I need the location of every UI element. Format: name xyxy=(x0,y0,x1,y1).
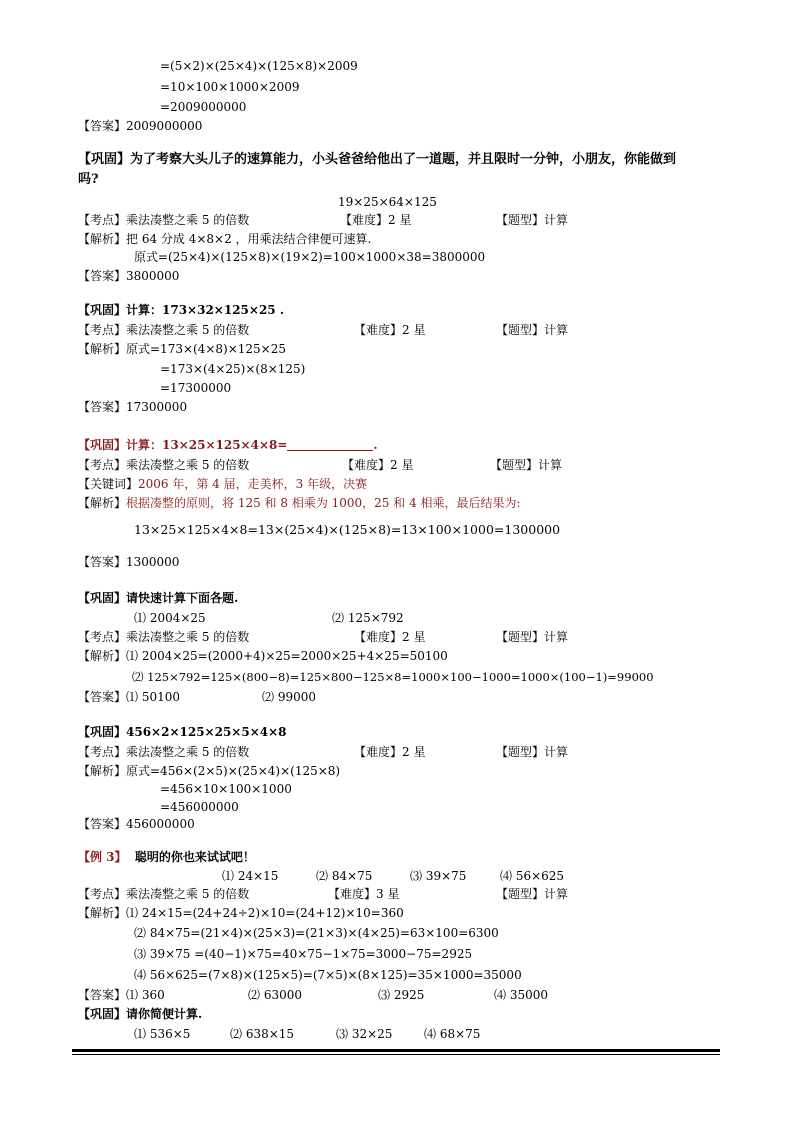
knowledge-point: 【考点】乘法凑整之乘 5 的倍数 xyxy=(78,458,250,472)
knowledge-point: 【考点】乘法凑整之乘 5 的倍数 xyxy=(78,745,250,759)
question-type: 【题型】计算 xyxy=(496,887,569,901)
keywords-text: 2006 年，第 4 届，走美杯，3 年级，决赛 xyxy=(138,477,368,491)
problem-item: ⑴ 24×15 xyxy=(222,869,279,883)
explanation-text: 根据凑整的原则，将 125 和 8 相乘为 1000，25 和 4 相乘，最后结果为: xyxy=(126,496,521,510)
difficulty: 【难度】2 星 xyxy=(340,213,412,227)
question-expression: 19×25×64×125 xyxy=(338,195,437,209)
difficulty: 【难度】2 星 xyxy=(354,323,426,337)
answer-tag: 【答案】 xyxy=(78,119,127,133)
problem-item: ⑵ 125×792 xyxy=(332,611,404,625)
question-line: 【巩固】请快速计算下面各题. xyxy=(78,591,239,605)
answer-value: 2009000000 xyxy=(126,119,203,133)
keywords-tag: 【关键词】 xyxy=(78,477,139,491)
question-line xyxy=(78,152,676,168)
answer-blank xyxy=(287,438,373,451)
difficulty: 【难度】2 星 xyxy=(354,745,426,759)
explanation-line: =173×(4×25)×(8×125) xyxy=(160,362,306,376)
explanation-line: 【解析】把 64 分成 4×8×2 ，用乘法结合律便可速算. xyxy=(78,232,372,246)
problem-item: ⑷ 56×625 xyxy=(500,869,565,883)
question-line: 【巩固】请你简便计算. xyxy=(78,1007,203,1021)
calc-line: =10×100×1000×2009 xyxy=(160,80,300,94)
problem-item: ⑴ 536×5 xyxy=(134,1027,191,1041)
problem-item: ⑶ 32×25 xyxy=(336,1027,393,1041)
footer-rule-thin xyxy=(72,1054,720,1055)
question-line: 吗? xyxy=(78,172,99,187)
formula-line: 13×25×125×4×8=13×(25×4)×(125×8)=13×100×1000=1300000 xyxy=(134,522,561,537)
explanation-line: 【解析】⑴ 2004×25=(2000+4)×25=2000×25+4×25=50100 xyxy=(78,649,448,663)
explanation-line xyxy=(78,495,521,511)
question-type: 【题型】计算 xyxy=(496,213,569,227)
answer-line: 【答案】⑴ 360 xyxy=(78,988,165,1002)
answer-line: ⑶ 2925 xyxy=(378,988,425,1002)
calc-line: =2009000000 xyxy=(160,100,247,114)
question-line: 【巩固】456×2×125×25×5×4×8 xyxy=(78,725,287,739)
knowledge-point: 【考点】乘法凑整之乘 5 的倍数 xyxy=(78,323,250,337)
example-tag: 【例 3】 xyxy=(78,850,127,864)
answer-line: 【答案】⑴ 50100 xyxy=(78,690,180,704)
answer-line: 【答案】17300000 xyxy=(78,400,188,414)
question-type: 【题型】计算 xyxy=(496,323,569,337)
question-line xyxy=(78,437,378,453)
answer-line: ⑵ 99000 xyxy=(262,690,316,704)
answer-line: 【答案】456000000 xyxy=(78,817,195,831)
question-end: . xyxy=(373,438,378,452)
answer-line: ⑷ 35000 xyxy=(494,988,548,1002)
answer-line: 【答案】1300000 xyxy=(78,555,180,569)
problem-item: ⑶ 39×75 xyxy=(410,869,467,883)
explanation-line: 【解析】原式=173×(4×8)×125×25 xyxy=(78,342,286,356)
knowledge-point: 【考点】乘法凑整之乘 5 的倍数 xyxy=(78,630,250,644)
explanation-line: 【解析】⑴ 24×15=(24+24÷2)×10=(24+12)×10=360 xyxy=(78,906,404,920)
difficulty: 【难度】2 星 xyxy=(342,458,414,472)
calc-line: =(5×2)×(25×4)×(125×8)×2009 xyxy=(160,59,358,73)
difficulty: 【难度】2 星 xyxy=(354,630,426,644)
explanation-line: 原式=(25×4)×(125×8)×(19×2)=100×1000×38=3800000 xyxy=(134,250,486,264)
problem-item: ⑵ 638×15 xyxy=(230,1027,295,1041)
difficulty: 【难度】3 星 xyxy=(328,887,400,901)
knowledge-point: 【考点】乘法凑整之乘 5 的倍数 xyxy=(78,213,250,227)
answer-line: 【答案】3800000 xyxy=(78,269,180,283)
explanation-line: =456000000 xyxy=(160,800,239,814)
example-line xyxy=(78,849,255,865)
explanation-line: =456×10×100×1000 xyxy=(160,782,292,796)
answer-line xyxy=(78,118,202,134)
example-text: 聪明的你也来试试吧！ xyxy=(134,850,255,864)
question-tag: 【巩固】 xyxy=(78,152,131,167)
question-text: 【巩固】计算：13×25×125×4×8= xyxy=(78,438,288,452)
problem-item: ⑴ 2004×25 xyxy=(134,611,206,625)
problem-item: ⑷ 68×75 xyxy=(424,1027,481,1041)
explanation-line: 【解析】原式=456×(2×5)×(25×4)×(125×8) xyxy=(78,764,341,778)
question-type: 【题型】计算 xyxy=(496,745,569,759)
explanation-line: =17300000 xyxy=(160,381,232,395)
question-text: 为了考察大头儿子的速算能力，小头爸爸给他出了一道题，并且限时一分钟，小朋友，你能做到 xyxy=(130,152,677,167)
keywords-line xyxy=(78,476,367,492)
explanation-line: ⑵ 125×792=125×(800−8)=125×800−125×8=1000×100−1000=1000×(100−1)=99000 xyxy=(132,670,654,684)
explanation-line: ⑶ 39×75 =(40−1)×75=40×75−1×75=3000−75=2925 xyxy=(134,947,473,961)
question-line: 【巩固】计算：173×32×125×25 . xyxy=(78,303,285,317)
explanation-line: ⑵ 84×75=(21×4)×(25×3)=(21×3)×(4×25)=63×100=6300 xyxy=(134,926,499,940)
question-type: 【题型】计算 xyxy=(496,630,569,644)
explanation-tag: 【解析】 xyxy=(78,496,127,510)
answer-line: ⑵ 63000 xyxy=(248,988,302,1002)
problem-item: ⑵ 84×75 xyxy=(316,869,373,883)
footer-rule xyxy=(72,1049,720,1052)
question-type: 【题型】计算 xyxy=(490,458,563,472)
knowledge-point: 【考点】乘法凑整之乘 5 的倍数 xyxy=(78,887,250,901)
explanation-line: ⑷ 56×625=(7×8)×(125×5)=(7×5)×(8×125)=35×1000=35000 xyxy=(134,968,522,982)
